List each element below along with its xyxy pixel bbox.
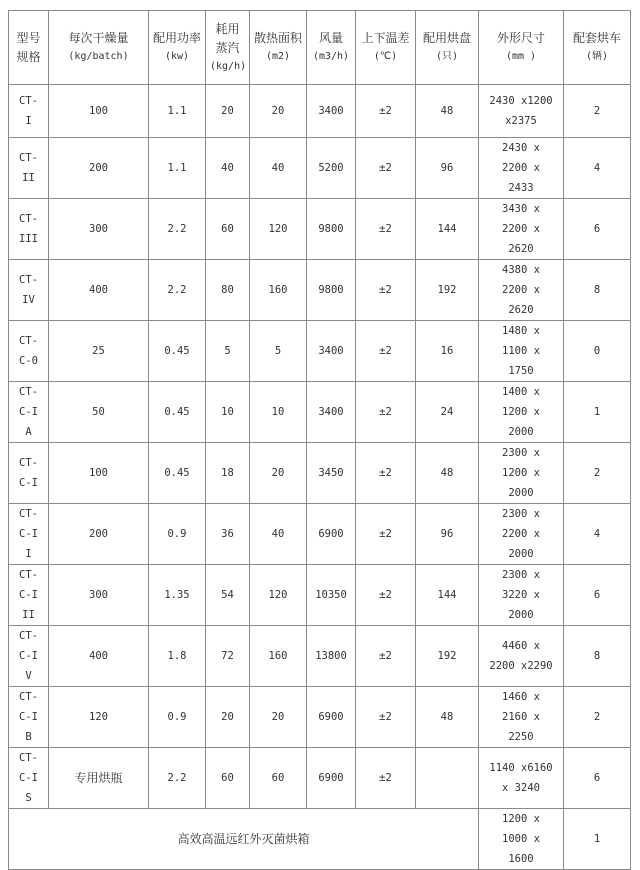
- trays-cell: 48: [416, 443, 479, 504]
- trays-cell: [416, 748, 479, 809]
- power-cell: 1.1: [149, 85, 206, 138]
- trays-cell: 192: [416, 260, 479, 321]
- steam-cell: 60: [206, 199, 250, 260]
- table-row: [9, 138, 631, 199]
- dimensions-cell: 4460 x 2200 x2290: [479, 626, 564, 687]
- model-cell: CT-C-III: [9, 565, 49, 626]
- carts-cell: 2: [564, 85, 631, 138]
- airflow-cell: 3400: [307, 85, 356, 138]
- airflow-cell: 9800: [307, 260, 356, 321]
- temp-diff-cell: ±2: [356, 443, 416, 504]
- carts-cell: 6: [564, 199, 631, 260]
- dimensions-cell: 2430 x1200 x2375: [479, 85, 564, 138]
- model-cell: CT-C-II: [9, 504, 49, 565]
- carts-cell: 6: [564, 565, 631, 626]
- carts-cell: 1: [564, 382, 631, 443]
- carts-cell: 0: [564, 321, 631, 382]
- airflow-cell: 3400: [307, 382, 356, 443]
- table-row: [9, 199, 631, 260]
- model-cell: CT-C-I: [9, 443, 49, 504]
- dimensions-cell: 1460 x 2160 x 2250: [479, 687, 564, 748]
- header-cell: 上下温差 (℃): [356, 11, 416, 85]
- capacity-cell: 300: [49, 565, 149, 626]
- power-cell: 0.45: [149, 382, 206, 443]
- footer-carts: 1: [564, 809, 631, 870]
- area-cell: 5: [250, 321, 307, 382]
- footer-row: [9, 809, 631, 870]
- capacity-cell: 25: [49, 321, 149, 382]
- table-row: [9, 382, 631, 443]
- table-row: [9, 260, 631, 321]
- model-cell: CT-C-IV: [9, 626, 49, 687]
- power-cell: 0.45: [149, 443, 206, 504]
- steam-cell: 18: [206, 443, 250, 504]
- header-cell: 配用功率 (kw): [149, 11, 206, 85]
- steam-cell: 10: [206, 382, 250, 443]
- table-row: [9, 85, 631, 138]
- dimensions-cell: 2300 x 2200 x 2000: [479, 504, 564, 565]
- carts-cell: 2: [564, 443, 631, 504]
- temp-diff-cell: ±2: [356, 748, 416, 809]
- airflow-cell: 13800: [307, 626, 356, 687]
- area-cell: 20: [250, 443, 307, 504]
- airflow-cell: 5200: [307, 138, 356, 199]
- table-row: [9, 565, 631, 626]
- area-cell: 60: [250, 748, 307, 809]
- area-cell: 10: [250, 382, 307, 443]
- table-row: [9, 687, 631, 748]
- temp-diff-cell: ±2: [356, 199, 416, 260]
- footer-label: 高效高温远红外灭菌烘箱: [9, 809, 479, 870]
- dimensions-cell: 1140 x6160 x 3240: [479, 748, 564, 809]
- table-row: [9, 748, 631, 809]
- temp-diff-cell: ±2: [356, 565, 416, 626]
- dimensions-cell: 2430 x 2200 x 2433: [479, 138, 564, 199]
- steam-cell: 20: [206, 687, 250, 748]
- trays-cell: 96: [416, 138, 479, 199]
- power-cell: 1.8: [149, 626, 206, 687]
- capacity-cell: 200: [49, 504, 149, 565]
- temp-diff-cell: ±2: [356, 260, 416, 321]
- trays-cell: 48: [416, 85, 479, 138]
- table-row: [9, 504, 631, 565]
- model-cell: CT-III: [9, 199, 49, 260]
- footer-dimensions: 1200 x 1000 x 1600: [479, 809, 564, 870]
- temp-diff-cell: ±2: [356, 321, 416, 382]
- header-cell: 配用烘盘 (只): [416, 11, 479, 85]
- airflow-cell: 6900: [307, 687, 356, 748]
- capacity-cell: 400: [49, 260, 149, 321]
- dimensions-cell: 1480 x 1100 x 1750: [479, 321, 564, 382]
- temp-diff-cell: ±2: [356, 382, 416, 443]
- temp-diff-cell: ±2: [356, 138, 416, 199]
- area-cell: 40: [250, 504, 307, 565]
- table-row: [9, 321, 631, 382]
- power-cell: 0.45: [149, 321, 206, 382]
- header-cell: 外形尺寸 (mm ): [479, 11, 564, 85]
- airflow-cell: 9800: [307, 199, 356, 260]
- power-cell: 0.9: [149, 687, 206, 748]
- steam-cell: 60: [206, 748, 250, 809]
- power-cell: 2.2: [149, 260, 206, 321]
- dimensions-cell: 3430 x 2200 x 2620: [479, 199, 564, 260]
- carts-cell: 8: [564, 260, 631, 321]
- trays-cell: 24: [416, 382, 479, 443]
- carts-cell: 2: [564, 687, 631, 748]
- power-cell: 1.35: [149, 565, 206, 626]
- trays-cell: 144: [416, 199, 479, 260]
- temp-diff-cell: ±2: [356, 85, 416, 138]
- area-cell: 160: [250, 260, 307, 321]
- header-cell: 耗用蒸汽 (kg/h): [206, 11, 250, 85]
- model-cell: CT-C-IS: [9, 748, 49, 809]
- capacity-cell: 300: [49, 199, 149, 260]
- area-cell: 120: [250, 565, 307, 626]
- model-cell: CT-II: [9, 138, 49, 199]
- power-cell: 2.2: [149, 199, 206, 260]
- airflow-cell: 6900: [307, 504, 356, 565]
- dimensions-cell: 2300 x 1200 x 2000: [479, 443, 564, 504]
- temp-diff-cell: ±2: [356, 687, 416, 748]
- capacity-cell: 120: [49, 687, 149, 748]
- power-cell: 2.2: [149, 748, 206, 809]
- steam-cell: 80: [206, 260, 250, 321]
- model-cell: CT-C-IA: [9, 382, 49, 443]
- carts-cell: 6: [564, 748, 631, 809]
- airflow-cell: 10350: [307, 565, 356, 626]
- capacity-cell: 50: [49, 382, 149, 443]
- table-row: [9, 443, 631, 504]
- header-row: [9, 11, 631, 85]
- area-cell: 40: [250, 138, 307, 199]
- header-cell: 散热面积 (m2): [250, 11, 307, 85]
- model-cell: CT-I: [9, 85, 49, 138]
- steam-cell: 72: [206, 626, 250, 687]
- carts-cell: 8: [564, 626, 631, 687]
- spec-table-container: [8, 10, 631, 870]
- area-cell: 120: [250, 199, 307, 260]
- header-cell: 风量 (m3/h): [307, 11, 356, 85]
- dimensions-cell: 1400 x 1200 x 2000: [479, 382, 564, 443]
- trays-cell: 16: [416, 321, 479, 382]
- dimensions-cell: 2300 x 3220 x 2000: [479, 565, 564, 626]
- temp-diff-cell: ±2: [356, 626, 416, 687]
- area-cell: 20: [250, 687, 307, 748]
- carts-cell: 4: [564, 504, 631, 565]
- capacity-cell: 100: [49, 85, 149, 138]
- steam-cell: 40: [206, 138, 250, 199]
- area-cell: 160: [250, 626, 307, 687]
- header-cell: 型号规格: [9, 11, 49, 85]
- table-row: [9, 626, 631, 687]
- model-cell: CT-C-IB: [9, 687, 49, 748]
- model-cell: CT-IV: [9, 260, 49, 321]
- carts-cell: 4: [564, 138, 631, 199]
- capacity-cell: 400: [49, 626, 149, 687]
- model-cell: CT-C-0: [9, 321, 49, 382]
- capacity-cell: 专用烘瓶: [49, 748, 149, 809]
- header-cell: 每次干燥量 (kg/batch): [49, 11, 149, 85]
- steam-cell: 5: [206, 321, 250, 382]
- airflow-cell: 6900: [307, 748, 356, 809]
- airflow-cell: 3400: [307, 321, 356, 382]
- capacity-cell: 100: [49, 443, 149, 504]
- power-cell: 1.1: [149, 138, 206, 199]
- power-cell: 0.9: [149, 504, 206, 565]
- trays-cell: 192: [416, 626, 479, 687]
- steam-cell: 36: [206, 504, 250, 565]
- spec-table: [8, 10, 631, 870]
- steam-cell: 20: [206, 85, 250, 138]
- trays-cell: 144: [416, 565, 479, 626]
- header-cell: 配套烘车 (辆): [564, 11, 631, 85]
- trays-cell: 96: [416, 504, 479, 565]
- dimensions-cell: 4380 x 2200 x 2620: [479, 260, 564, 321]
- area-cell: 20: [250, 85, 307, 138]
- capacity-cell: 200: [49, 138, 149, 199]
- temp-diff-cell: ±2: [356, 504, 416, 565]
- steam-cell: 54: [206, 565, 250, 626]
- trays-cell: 48: [416, 687, 479, 748]
- airflow-cell: 3450: [307, 443, 356, 504]
